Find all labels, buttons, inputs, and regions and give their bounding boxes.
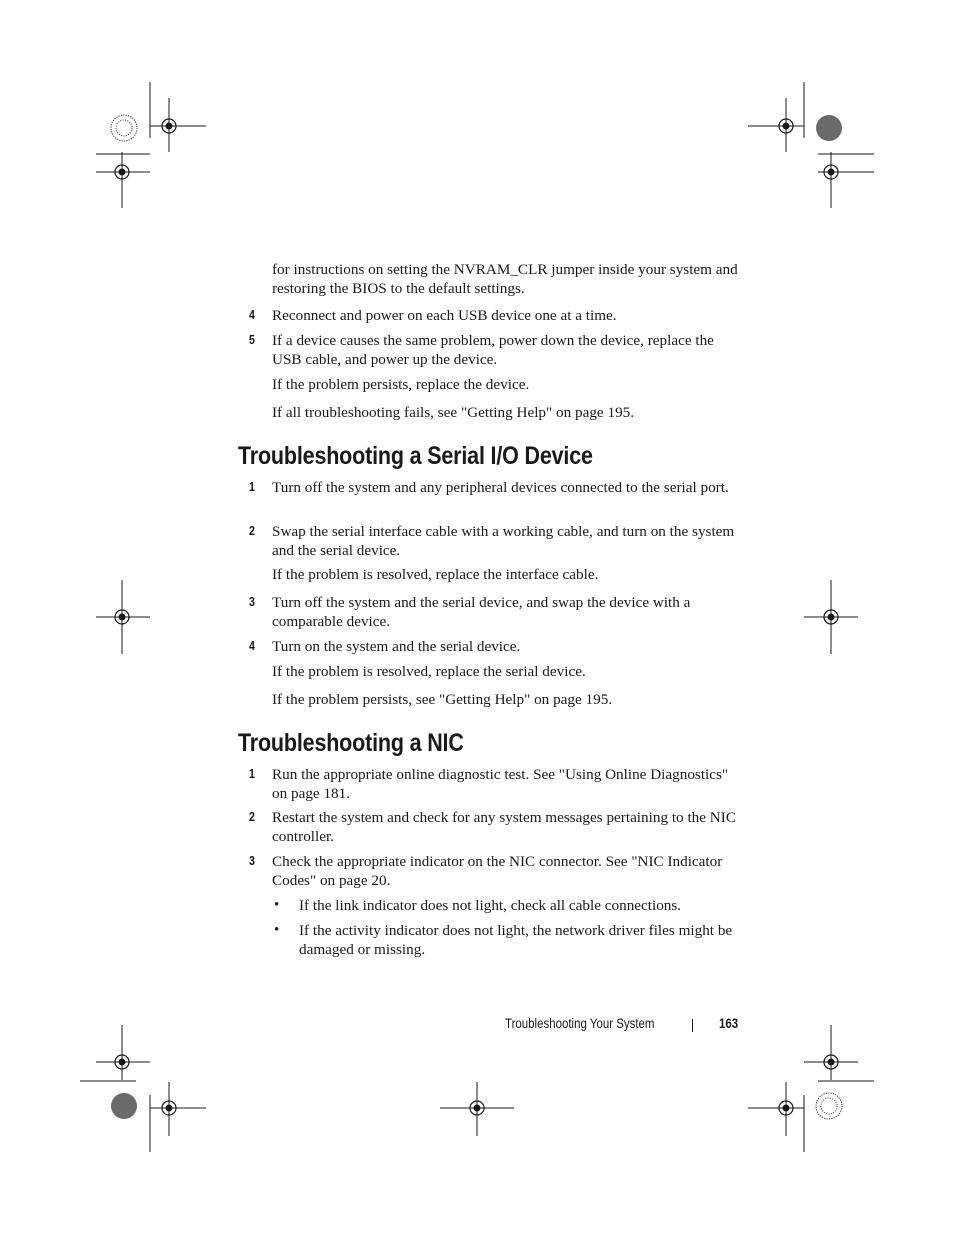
bullet-dot: •: [274, 897, 280, 913]
step-text: Swap the serial interface cable with a working cable, and turn on the system and the serial device.: [272, 523, 735, 559]
step-text: Reconnect and power on each USB device one at a time.: [272, 307, 617, 324]
page-number: 163: [719, 1016, 739, 1031]
section-heading-nic: Troubleshooting a NIC: [238, 729, 464, 757]
step-number: 3: [249, 595, 255, 609]
step-text: Run the appropriate online diagnostic test. See "Using Online Diagnostics" on page 181.: [272, 766, 729, 802]
section-heading-serial: Troubleshooting a Serial I/O Device: [238, 442, 593, 470]
step-number: 2: [249, 524, 255, 538]
bullet-dot: •: [274, 922, 280, 938]
step-number: 2: [249, 810, 255, 824]
step-number: 4: [249, 308, 255, 322]
footer-section-title: Troubleshooting Your System: [505, 1016, 655, 1031]
intro-continuation: for instructions on setting the NVRAM_CLR jumper inside your system and restoring the BIOS to the default settings.: [272, 261, 738, 297]
section-closing: If the problem persists, see "Getting Help" on page 195.: [272, 691, 613, 708]
step-note: If the problem persists, replace the device.: [272, 376, 530, 393]
step-number: 4: [249, 639, 255, 653]
step-text: If a device causes the same problem, power down the device, replace the USB cable, and power up the device.: [272, 332, 714, 368]
step-number: 3: [249, 854, 255, 868]
step-text: Turn on the system and the serial device.: [272, 638, 521, 655]
step-text: Check the appropriate indicator on the NIC connector. See "NIC Indicator Codes" on page 20.: [272, 853, 723, 889]
step-number: 1: [249, 767, 255, 781]
step-text: Restart the system and check for any system messages pertaining to the NIC controller.: [272, 809, 736, 845]
bullet-text: If the link indicator does not light, check all cable connections.: [299, 897, 682, 914]
footer-separator: [692, 1019, 693, 1032]
step-note: If all troubleshooting fails, see "Getting Help" on page 195.: [272, 404, 635, 421]
step-note: If the problem is resolved, replace the interface cable.: [272, 566, 599, 583]
step-text: Turn off the system and the serial device, and swap the device with a comparable device.: [272, 594, 691, 630]
step-number: 5: [249, 333, 255, 347]
step-note: If the problem is resolved, replace the serial device.: [272, 663, 586, 680]
bullet-text: If the activity indicator does not light, the network driver files might be damaged or missing.: [299, 922, 733, 958]
step-number: 1: [249, 480, 255, 494]
step-text: Turn off the system and any peripheral devices connected to the serial port.: [272, 479, 729, 496]
